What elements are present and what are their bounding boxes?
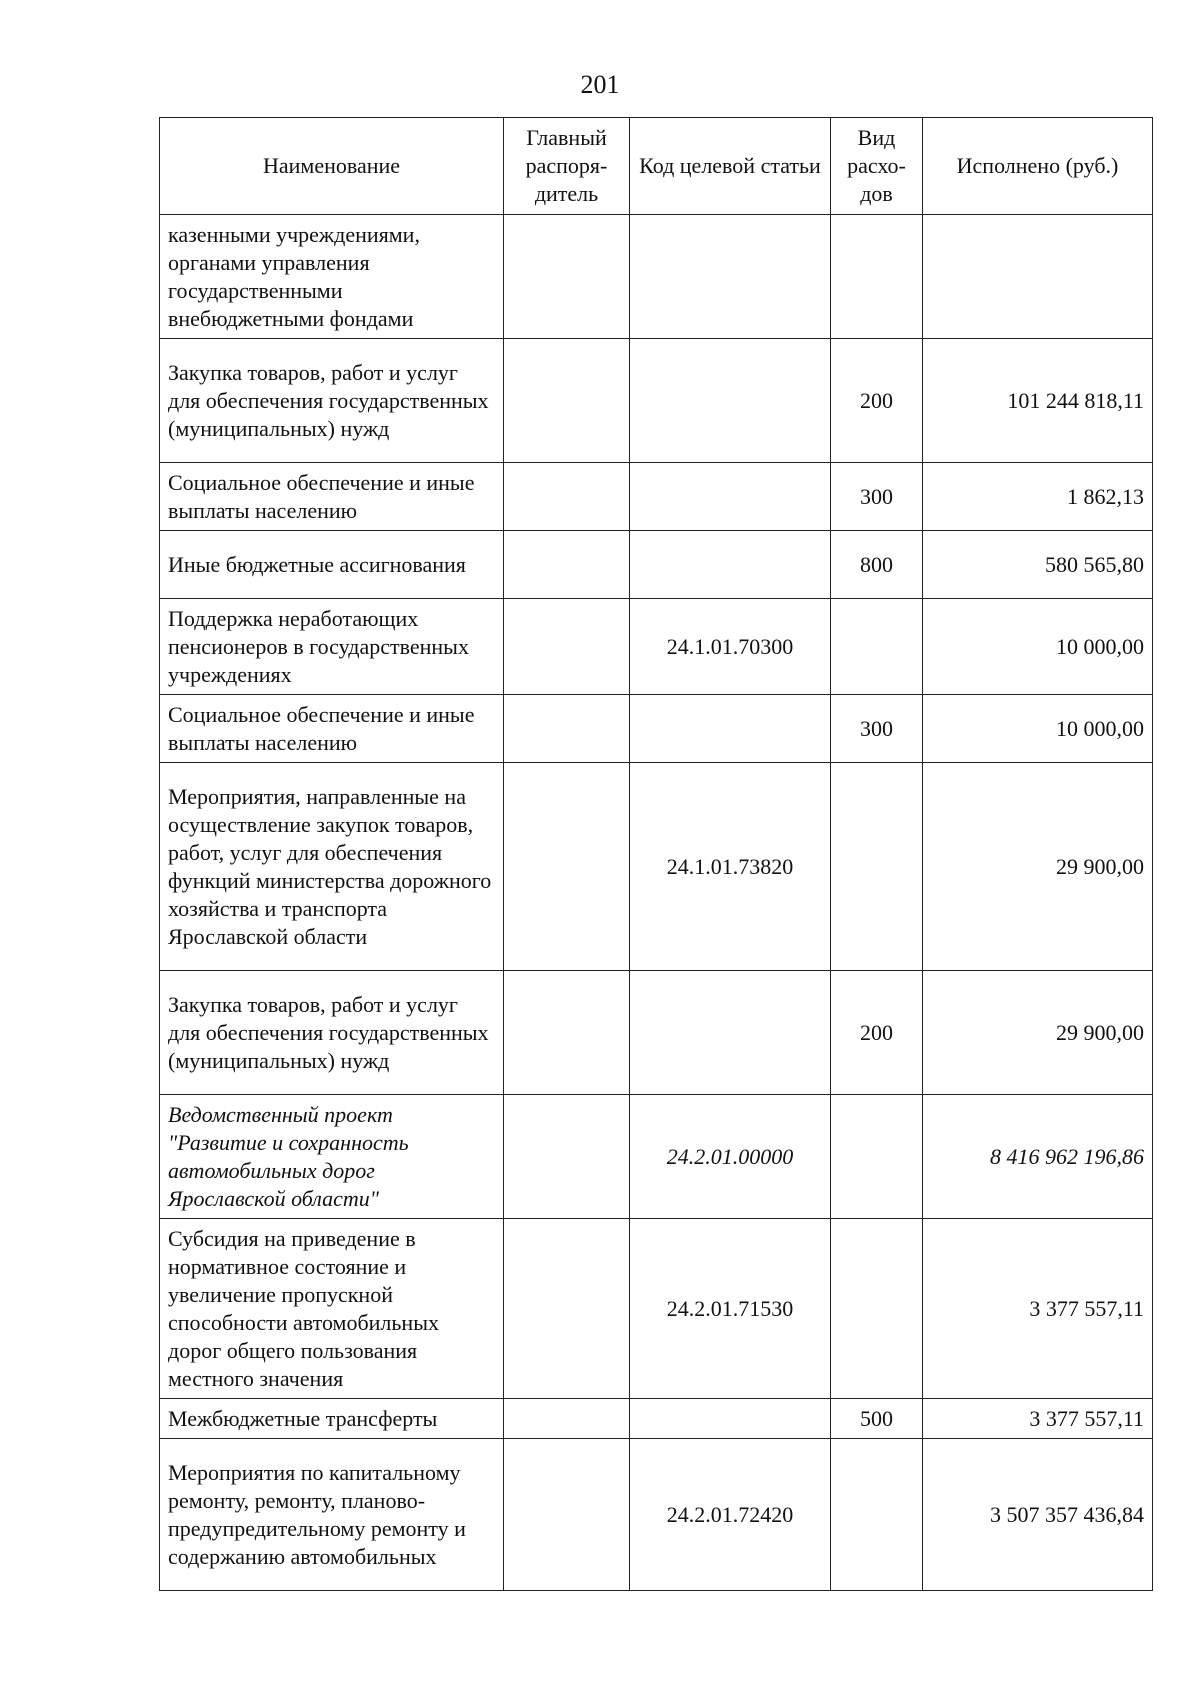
row-type: 800 xyxy=(831,531,923,599)
row-type xyxy=(831,1219,923,1399)
row-name: Закупка товаров, работ и услуг для обеспечения государственных (муниципальных) нужд xyxy=(160,339,504,463)
row-name: Межбюджетные трансферты xyxy=(160,1399,504,1439)
row-chief xyxy=(504,339,630,463)
budget-execution-table xyxy=(159,117,1153,1591)
table-row xyxy=(160,695,1153,763)
row-amount: 29 900,00 xyxy=(923,971,1153,1095)
row-type: 300 xyxy=(831,463,923,531)
row-name: Иные бюджетные ассигнования xyxy=(160,531,504,599)
row-name: Субсидия на приведение в нормативное состояние и увеличение пропускной способности автомобильных дорог общего пользования местного значения xyxy=(160,1219,504,1399)
table-row xyxy=(160,763,1153,971)
row-code xyxy=(630,971,831,1095)
table-row-project xyxy=(160,1095,1153,1219)
row-amount: 580 565,80 xyxy=(923,531,1153,599)
row-name: Социальное обеспечение и иные выплаты населению xyxy=(160,463,504,531)
table-row xyxy=(160,971,1153,1095)
row-code: 24.2.01.00000 xyxy=(630,1095,831,1219)
header-expense-type: Вид расхо-дов xyxy=(831,118,923,215)
row-code xyxy=(630,215,831,339)
table-row xyxy=(160,215,1153,339)
row-chief xyxy=(504,1219,630,1399)
row-amount: 3 507 357 436,84 xyxy=(923,1439,1153,1591)
row-name: Социальное обеспечение и иные выплаты населению xyxy=(160,695,504,763)
row-amount: 101 244 818,11 xyxy=(923,339,1153,463)
row-name: Закупка товаров, работ и услуг для обеспечения государственных (муниципальных) нужд xyxy=(160,971,504,1095)
header-name: Наименование xyxy=(160,118,504,215)
row-code xyxy=(630,695,831,763)
table-row xyxy=(160,1399,1153,1439)
row-amount: 10 000,00 xyxy=(923,599,1153,695)
row-type xyxy=(831,215,923,339)
table-header-row xyxy=(160,118,1153,215)
row-chief xyxy=(504,971,630,1095)
row-code: 24.1.01.70300 xyxy=(630,599,831,695)
row-code: 24.1.01.73820 xyxy=(630,763,831,971)
row-code xyxy=(630,1399,831,1439)
row-code xyxy=(630,463,831,531)
row-chief xyxy=(504,463,630,531)
page-number: 201 xyxy=(580,70,620,99)
table-row xyxy=(160,1439,1153,1591)
row-type: 200 xyxy=(831,339,923,463)
row-chief xyxy=(504,1095,630,1219)
row-chief xyxy=(504,215,630,339)
row-amount: 8 416 962 196,86 xyxy=(923,1095,1153,1219)
row-amount xyxy=(923,215,1153,339)
header-executed-amount: Исполнено (руб.) xyxy=(923,118,1153,215)
row-amount: 10 000,00 xyxy=(923,695,1153,763)
row-type xyxy=(831,599,923,695)
row-chief xyxy=(504,1399,630,1439)
row-amount: 29 900,00 xyxy=(923,763,1153,971)
header-target-code: Код целевой статьи xyxy=(630,118,831,215)
row-type xyxy=(831,1095,923,1219)
row-amount: 3 377 557,11 xyxy=(923,1219,1153,1399)
table-row xyxy=(160,463,1153,531)
row-chief xyxy=(504,599,630,695)
row-type: 300 xyxy=(831,695,923,763)
table-row xyxy=(160,339,1153,463)
row-type xyxy=(831,763,923,971)
row-chief xyxy=(504,1439,630,1591)
table-row xyxy=(160,1219,1153,1399)
table-row xyxy=(160,599,1153,695)
row-name: Ведомственный проект "Развитие и сохранность автомобильных дорог Ярославской области" xyxy=(160,1095,504,1219)
row-code xyxy=(630,531,831,599)
row-code: 24.2.01.71530 xyxy=(630,1219,831,1399)
header-chief-manager: Главный распоря-дитель xyxy=(504,118,630,215)
row-type: 500 xyxy=(831,1399,923,1439)
row-name: казенными учреждениями, органами управления государственными внебюджетными фондами xyxy=(160,215,504,339)
row-amount: 1 862,13 xyxy=(923,463,1153,531)
row-name: Мероприятия по капитальному ремонту, ремонту, планово-предупредительному ремонту и содержанию автомобильных xyxy=(160,1439,504,1591)
table-row xyxy=(160,531,1153,599)
row-name: Поддержка неработающих пенсионеров в государственных учреждениях xyxy=(160,599,504,695)
row-chief xyxy=(504,695,630,763)
row-name: Мероприятия, направленные на осуществление закупок товаров, работ, услуг для обеспечения функций министерства дорожного хозяйства и транспорта Ярославской области xyxy=(160,763,504,971)
row-code xyxy=(630,339,831,463)
row-amount: 3 377 557,11 xyxy=(923,1399,1153,1439)
row-code: 24.2.01.72420 xyxy=(630,1439,831,1591)
row-chief xyxy=(504,763,630,971)
row-chief xyxy=(504,531,630,599)
row-type: 200 xyxy=(831,971,923,1095)
row-type xyxy=(831,1439,923,1591)
